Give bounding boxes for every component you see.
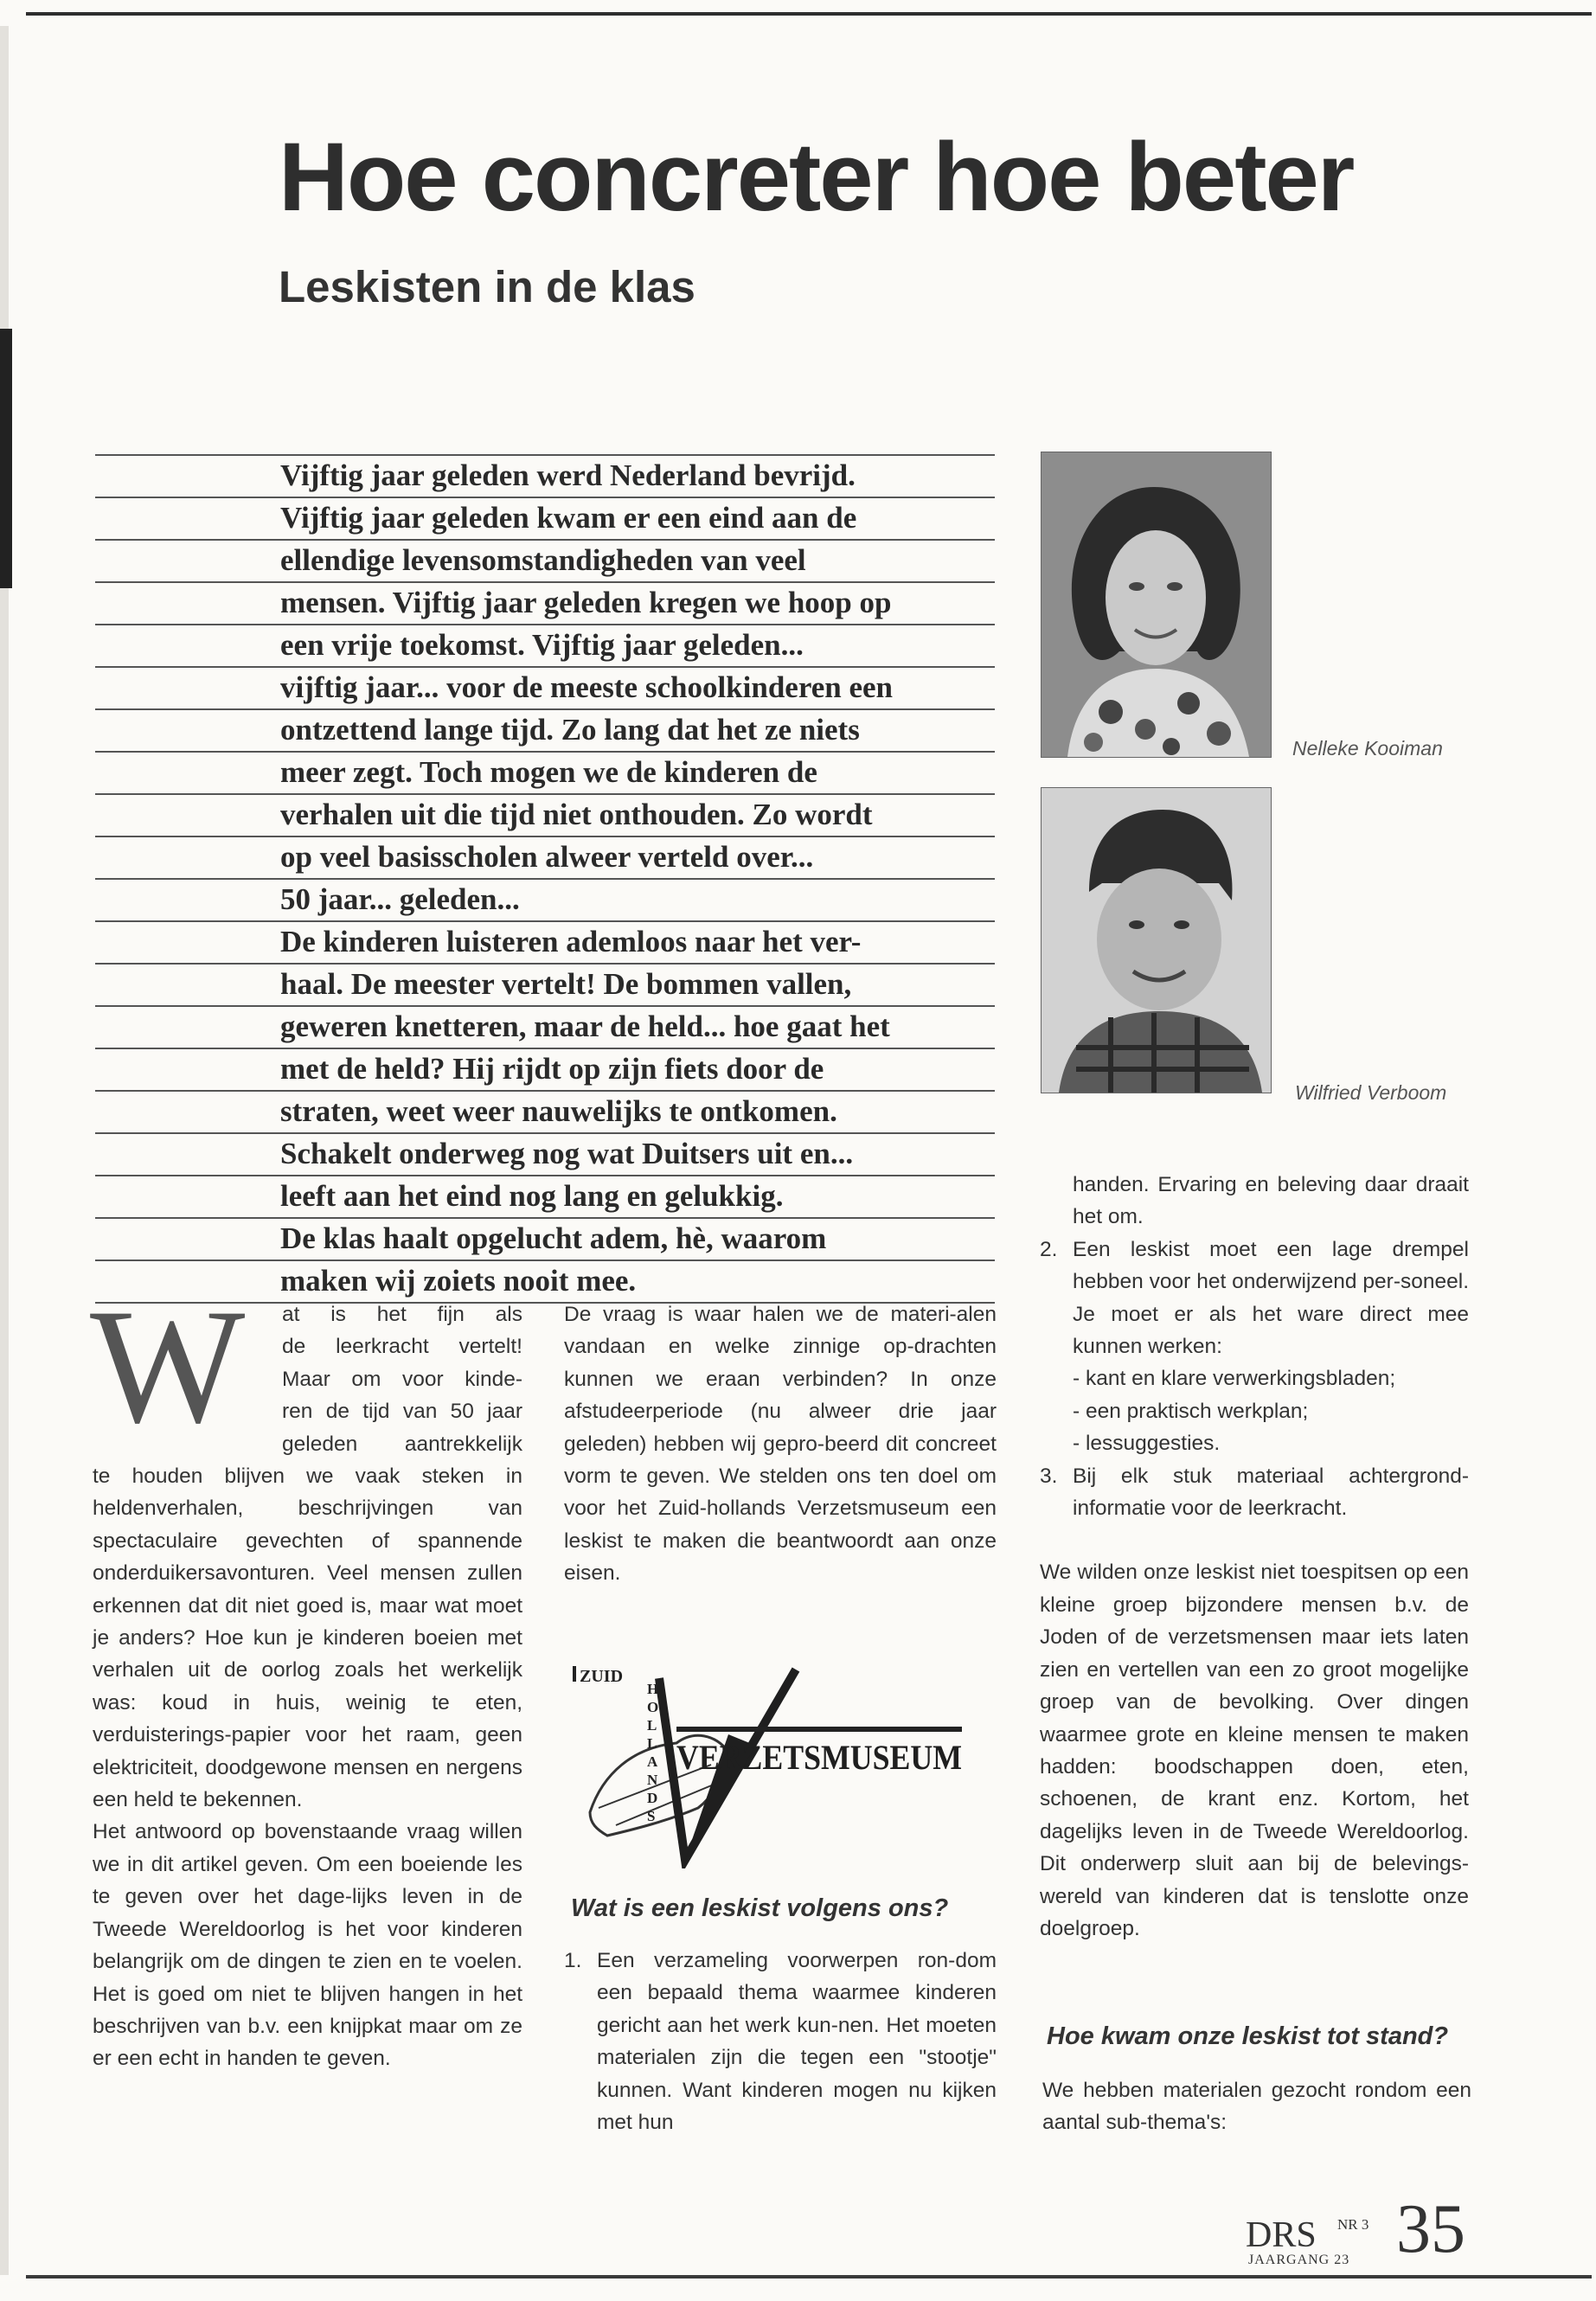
- list-item-1: [564, 1945, 997, 2138]
- intro-line: 50 jaar... geleden...: [95, 878, 995, 920]
- photo-nelleke-kooiman: [1041, 452, 1272, 758]
- footer-issue-number: NR 3: [1337, 2216, 1369, 2233]
- list-item-3-number: 3.: [1040, 1464, 1058, 1488]
- col1-first-line: at is het fijn als: [282, 1303, 522, 1326]
- column-2: [564, 1298, 997, 1590]
- intro-line: een vrije toekomst. Vijftig jaar geleden...: [95, 624, 995, 666]
- col2-paragraph: De vraag is waar halen we de materi-alen vandaan en welke zinnige op-drachten kunnen we eraan verbinden? In onze afstudeerperiode (nu alweer drie jaar geleden) hebben wij gepro-beerd dit concreet vorm te geven. We stelden ons ten doel om voor het Zuid-hollands Verzetsmuseum een leskist te maken die beantwoordt aan onze eisen.: [564, 1303, 997, 1586]
- intro-line: haal. De meester vertelt! De bommen vallen,: [95, 963, 995, 1005]
- bullet-2: - een praktisch werkplan;: [1073, 1399, 1309, 1423]
- article-subtitle: Leskisten in de klas: [279, 262, 695, 311]
- col3-last-paragraph: We hebben materialen gezocht rondom een aantal sub-thema's:: [1042, 2079, 1471, 2135]
- photo-wilfried-verboom: [1041, 787, 1272, 1093]
- intro-line: vijftig jaar... voor de meeste schoolkinderen een: [95, 666, 995, 708]
- col1-paragraph-2: Het antwoord op bovenstaande vraag willen we in dit artikel geven. Om een boeiende les te geven over het dage-lijks leven in de Tweede Wereldoorlog is het voor kinderen belangrijk om de dingen te zien en te voelen. Het is goed om niet te blijven hangen in het beschrijven van b.v. een knijpkat maar om ze er een echt in handen te geven.: [93, 1820, 522, 2071]
- portrait-woman-image: [1042, 452, 1271, 757]
- intro-line: mensen. Vijftig jaar geleden kregen we hoop op: [95, 581, 995, 624]
- logo-hollands-letter: N: [647, 1772, 658, 1788]
- intro-line: leeft aan het eind nog lang en gelukkig.: [95, 1175, 995, 1217]
- binding-mark: [0, 329, 12, 588]
- intro-line: Schakelt onderweg nog wat Duitsers uit en...: [95, 1132, 995, 1175]
- col1-first-line: geleden aantrekkelijk: [282, 1432, 522, 1456]
- logo-museum-name: VERZETSMUSEUM: [676, 1738, 962, 1777]
- list-item-1-text: Een verzameling voorwerpen ron-dom een bepaald thema waarmee kinderen gericht aan het werk kun-nen. Het moeten materialen zijn die tegen een "stootje" kunnen. Want kinderen mogen nu kijken met hun: [597, 1949, 997, 2135]
- intro-line: ellendige levensomstandigheden van veel: [95, 539, 995, 581]
- col1-first-lines: [282, 1298, 522, 1460]
- top-rule: [26, 12, 1592, 16]
- heading-hoe-kwam-onze-leskist: Hoe kwam onze leskist tot stand?: [1047, 2022, 1449, 2050]
- column-1: [93, 1460, 522, 2075]
- intro-line: geweren knetteren, maar de held... hoe gaat het: [95, 1005, 995, 1048]
- logo-hollands-letter: D: [647, 1790, 658, 1806]
- logo-hollands-letter: H: [647, 1681, 659, 1697]
- list-item-2-text: Een leskist moet een lage drempel hebben voor het onderwijzend per-soneel. Je moet er als het ware direct mee kunnen werken:: [1073, 1237, 1469, 1359]
- logo-hollands-letter: S: [647, 1808, 656, 1824]
- intro-box: [95, 454, 995, 1304]
- col1-first-line: de leerkracht vertelt!: [282, 1335, 522, 1359]
- footer-volume: JAARGANG 23: [1248, 2253, 1350, 2267]
- column-3: [1040, 1169, 1469, 1945]
- intro-line: straten, weet weer nauwelijks te ontkomen.: [95, 1090, 995, 1132]
- list-item-1-number: 1.: [564, 1949, 582, 1972]
- caption-photo-1: Nelleke Kooiman: [1292, 737, 1443, 760]
- bullet-1: - kant en klare verwerkingsbladen;: [1073, 1367, 1396, 1391]
- caption-photo-2: Wilfried Verboom: [1295, 1081, 1447, 1104]
- bullet-3: - lessuggesties.: [1073, 1432, 1221, 1456]
- list-item-2-number: 2.: [1040, 1237, 1058, 1261]
- list-item-3-text: Bij elk stuk materiaal achtergrond-informatie voor de leerkracht.: [1073, 1464, 1469, 1521]
- intro-line: De kinderen luisteren ademloos naar het ver-: [95, 920, 995, 963]
- logo-hollands-letter: L: [647, 1735, 657, 1752]
- article-title: Hoe concreter hoe beter: [279, 123, 1354, 231]
- page-number: 35: [1396, 2191, 1465, 2267]
- intro-line: op veel basisscholen alweer verteld over...: [95, 836, 995, 878]
- col3-paragraph: We wilden onze leskist niet toespitsen op een kleine groep bijzondere mensen b.v. de Joden of de verzetsmensen maar iets laten zien en vertellen van een zo groot mogelijke groep van de bevolking. Over dingen waarmee grote en kleine mensen te maken hadden: boodschappen doen, eten, schoenen, de krant enz. Kortom, het dagelijks leven in de Tweede Wereldoorlog. Dit onderwerp sluit aan bij de belevings-wereld van kinderen dat is tenslotte onze doelgroep.: [1040, 1561, 1469, 1940]
- intro-line: De klas haalt opgelucht adem, hè, waarom: [95, 1217, 995, 1259]
- museum-logo-graphic: [564, 1644, 997, 1868]
- portrait-man-image: [1042, 788, 1271, 1093]
- col1-first-line: ren de tijd van 50 jaar: [282, 1400, 522, 1424]
- logo-hollands-letter: O: [647, 1699, 659, 1715]
- bottom-rule: [26, 2275, 1592, 2279]
- drop-cap: W: [90, 1276, 246, 1458]
- verzetsmuseum-logo: [564, 1644, 997, 1868]
- list-item-1-continued: [1040, 1169, 1469, 1234]
- list-item-3: [1040, 1460, 1469, 1525]
- col1-paragraph-1: te houden blijven we vaak steken in heldenverhalen, beschrijvingen van spectaculaire gevechten of spannende onderduikersavonturen. Veel mensen zullen erkennen dat dit niet goed is, maar wat moet je anders? Hoe kun je kinderen boeien met verhalen uit de oorlog zoals het werkelijk was: koud in huis, weinig te eten, verduisterings-papier voor het raam, geen elektriciteit, doodgewone mensen en nergens een held te bekennen.: [93, 1465, 522, 1812]
- intro-line: maken wij zoiets nooit mee.: [95, 1259, 995, 1302]
- col1-first-line: Maar om voor kinde-: [282, 1367, 522, 1391]
- intro-line: ontzettend lange tijd. Zo lang dat het ze niets: [95, 708, 995, 751]
- logo-zuid-text: ZUID: [580, 1667, 624, 1686]
- intro-line: Vijftig jaar geleden werd Nederland bevrijd.: [95, 454, 995, 497]
- heading-wat-is-een-leskist: Wat is een leskist volgens ons?: [571, 1894, 949, 1922]
- logo-hollands-letter: A: [647, 1753, 658, 1770]
- list-item-1-continued-text: handen. Ervaring en beleving daar draait het om.: [1073, 1173, 1469, 1229]
- footer-magazine-name: DRS: [1246, 2215, 1317, 2255]
- intro-line: met de held? Hij rijdt op zijn fiets door de: [95, 1048, 995, 1090]
- col2-list: [564, 1945, 997, 2138]
- list-item-2: [1040, 1234, 1469, 1363]
- intro-line: Vijftig jaar geleden kwam er een eind aan de: [95, 497, 995, 539]
- intro-line: meer zegt. Toch mogen we de kinderen de: [95, 751, 995, 793]
- logo-hollands-letter: L: [647, 1717, 657, 1734]
- intro-line: verhalen uit die tijd niet onthouden. Zo wordt: [95, 793, 995, 836]
